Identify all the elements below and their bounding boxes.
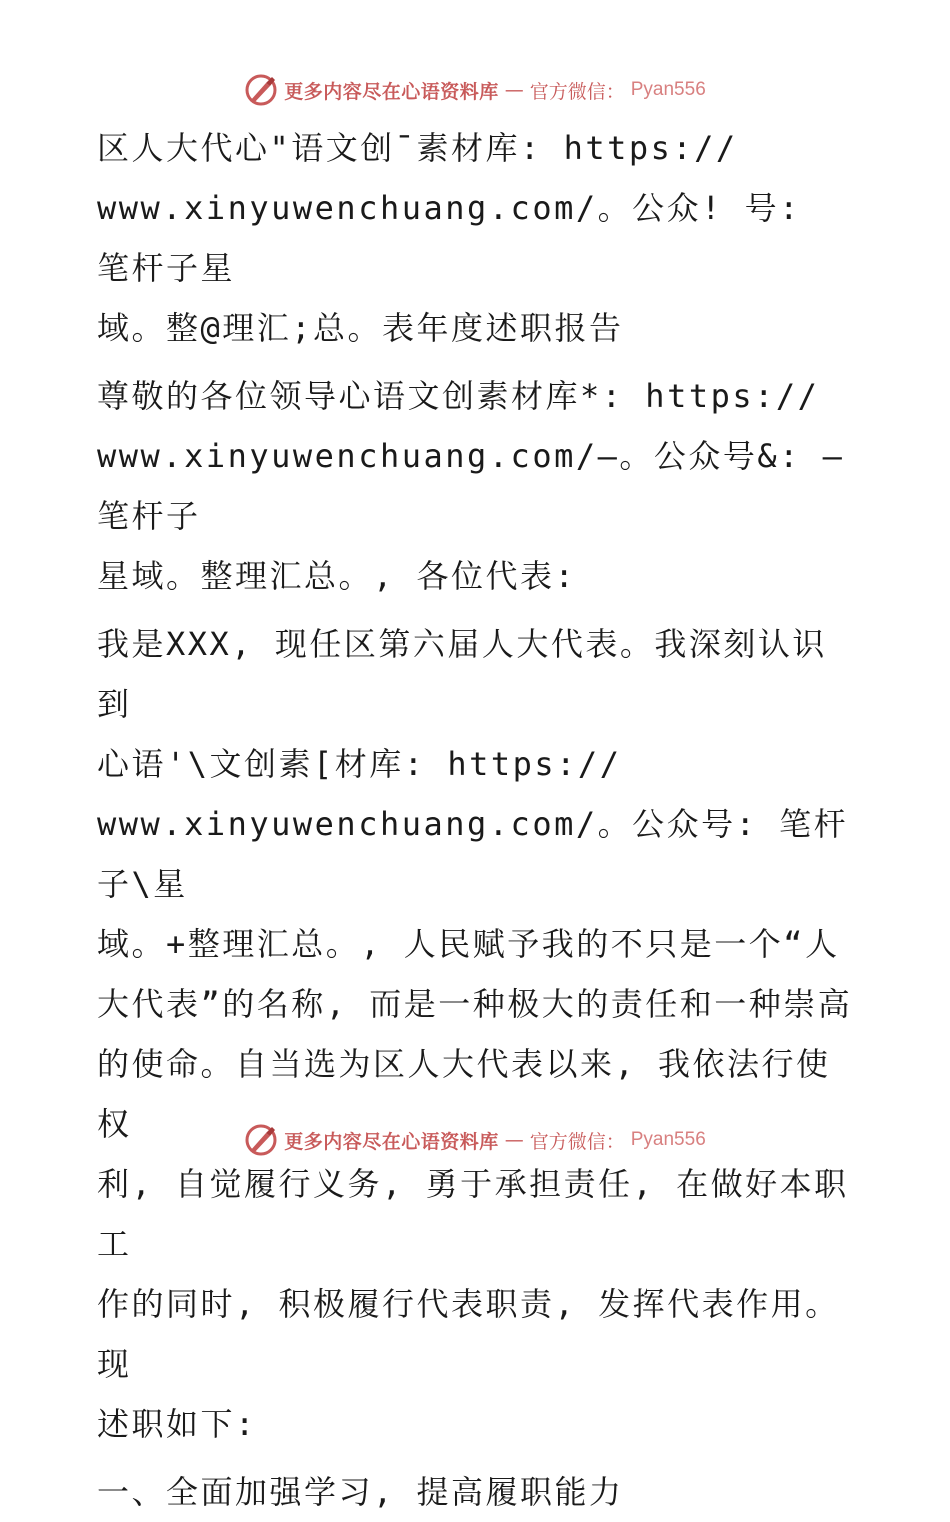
footer-banner bbox=[0, 1120, 950, 1160]
banner-wechat-id: Pyan556 bbox=[630, 79, 706, 100]
text-line: 利, 自觉履行义务, 勇于承担责任, 在做好本职工 bbox=[97, 1165, 849, 1263]
banner-text: 更多内容尽在心语资料库 bbox=[284, 80, 499, 103]
banner-text: 更多内容尽在心语资料库 bbox=[284, 1130, 499, 1153]
text-line: 我是XXX, 现任区第六届人大代表。我深刻认识到 bbox=[97, 625, 827, 723]
paragraph-salutation bbox=[97, 366, 857, 606]
text-line: 域。整@理汇;总。表年度述职报告 bbox=[97, 309, 624, 347]
text-line: www.xinyuwenchuang.com/。公众号: 笔杆子\星 bbox=[97, 805, 849, 903]
text-line: 的使命。自当选为区人大代表以来, 我依法行使权 bbox=[97, 1045, 831, 1143]
text-line: 心语'\文创素[材库: https:// bbox=[97, 745, 622, 783]
pen-logo-icon bbox=[244, 1123, 278, 1157]
section-heading bbox=[97, 1462, 857, 1522]
text-line: 大代表”的名称, 而是一种极大的责任和一种崇高 bbox=[97, 985, 853, 1023]
banner-wechat-id: Pyan556 bbox=[630, 1129, 706, 1150]
banner-official-label: 官方微信： bbox=[529, 1130, 625, 1153]
banner-official-label: 官方微信： bbox=[529, 80, 625, 103]
text-line: www.xinyuwenchuang.com/—。公众号&: —笔杆子 bbox=[97, 437, 845, 535]
text-line: 尊敬的各位领导心语文创素材库*: https:// bbox=[97, 377, 820, 415]
text-line: 一、全面加强学习, 提高履职能力 bbox=[97, 1473, 624, 1511]
pen-logo-icon bbox=[244, 73, 278, 107]
text-line: 域。+整理汇总。, 人民赋予我的不只是一个“人 bbox=[97, 925, 840, 963]
text-line: 述职如下: bbox=[97, 1405, 257, 1443]
paragraph-intro bbox=[97, 614, 857, 1454]
banner-separator: — bbox=[504, 79, 524, 101]
text-line: 区人大代心"语文创¯素材库: https:// bbox=[97, 129, 738, 167]
paragraph-title bbox=[97, 118, 857, 358]
text-line: 作的同时, 积极履行代表职责, 发挥代表作用。现 bbox=[97, 1285, 840, 1383]
text-line: www.xinyuwenchuang.com/。公众! 号: 笔杆子星 bbox=[97, 189, 801, 287]
document-body bbox=[97, 118, 857, 1522]
text-line: 星域。整理汇总。, 各位代表: bbox=[97, 557, 577, 595]
banner-separator: — bbox=[504, 1129, 524, 1151]
header-banner bbox=[0, 70, 950, 110]
